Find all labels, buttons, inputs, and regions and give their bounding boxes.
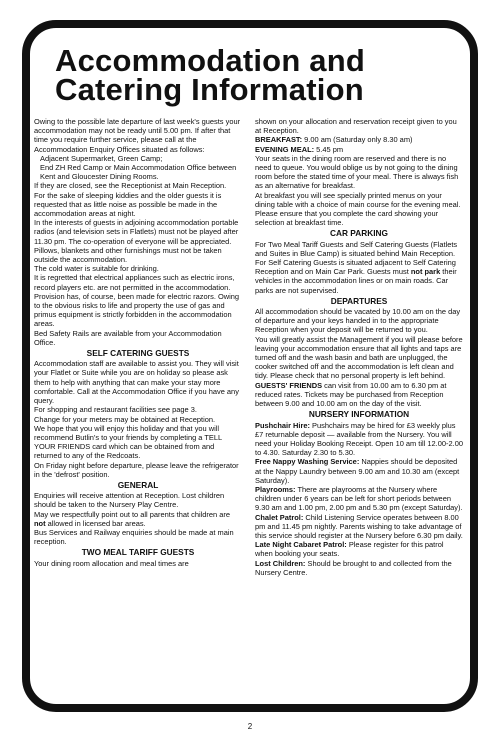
paragraph: Bus Services and Railway enquiries should be made at main reception. [34,527,234,547]
label: GUESTS' FRIENDS [255,380,323,390]
value: Should be brought to and collected from the Nursery Centre. [255,558,452,577]
page-number: 2 [247,722,253,731]
text-run: their vehicles in the accommodation lines or on main roads. Car parks are not supervised. [255,267,457,295]
paragraph: shown on your allocation and reservation receipt given to you at Reception. [255,117,457,136]
value: Nappies should be deposited at the Nappy Laundry between 9.00 am and 10.30 am (except Saturday). [255,457,460,485]
breakfast-line [255,135,463,144]
paragraph: If they are closed, see the Receptionist at Main Reception. [34,181,227,191]
value: There are playrooms at the Nursery where children under 6 years can be left for short periods between 9.30 am and 1.00 pm, 2.00 pm and 5.30 pm (except Saturday). [255,484,463,513]
paragraph: At breakfast you will see specially printed menus on your dining table with a choice of main course for the evening meal. [255,190,461,209]
paragraph: Owing to the possible late departure of last week's guests your accommodation may not be ready until 5.00 pm. If after that time you require further service, please call at the Accommodation Enquiry Offices situated as follows: [34,117,241,154]
label: Pushchair Hire: [255,420,310,430]
pushchair-line [255,421,463,458]
section-heading-nursery: NURSERY INFORMATION [308,409,410,420]
paragraph [255,240,463,295]
guests-friends-line [255,381,463,409]
paragraph: We hope that you will enjoy this holiday and that you will recommend Butlin's to your friends by completing a TELL YOUR FRIENDS card which can be obtained from and returned to any of the Redcoats. [34,423,222,461]
value: Child Listening Service operates between 8.00 pm and 11.45 pm nightly. Parents wishing to take advantage of this service should register at the Nursery before 6.30 pm daily. [255,512,463,540]
text-run: allowed in licensed bar areas. [45,518,146,528]
paragraph: End ZH Red Camp or Main Accommodation Office between Kent and Gloucester Dining Rooms. [40,163,237,182]
value: can visit from 10.00 am to 6.30 pm at reduced rates. Tickets may be purchased from Reception between 9.00 and 10.00 am on the day of the visit. [255,380,447,409]
paragraph: Please ensure that you complete the card showing your selection at breakfast time. [255,209,439,228]
evening-meal-line [255,145,463,154]
label: Free Nappy Washing Service: [255,457,360,467]
paragraph: Bed Safety Rails are available from your Accommodation Office. [34,328,222,347]
section-heading-car-parking: CAR PARKING [330,228,388,239]
paragraph: All accommodation should be vacated by 10.00 am on the day of departure and your keys handed in to the appropriate Reception when your deposit will be returned to you. [255,307,461,335]
section-heading-departures: DEPARTURES [330,295,388,306]
nappy-line [255,457,463,485]
section-heading-two-meal: TWO MEAL TARIFF GUESTS [81,547,195,558]
paragraph: On Friday night before departure, please leave the refrigerator in the 'defrost' position. [34,460,239,479]
lost-children-line [255,559,463,577]
paragraph: Pillows, blankets and other furnishings must not be taken outside the accommodation. [34,245,222,265]
paragraph: It is regretted that electrical appliances such as electric irons, record players etc. are not permitted in the accommodation. Provision has, of course, been made for electric razors. Owing to the obvious risks to life and property the use of gas and primus equipment is strictly forbidden in the accommodation areas. [34,273,240,329]
section-heading-self-catering: SELF CATERING GUESTS [86,348,190,359]
paragraph: Your dining room allocation and meal times are [34,558,189,568]
value: 5.45 pm [314,144,344,154]
paragraph: Adjacent Supermarket, Green Camp; [40,153,163,163]
paragraph: Accommodation staff are available to assist you. They will visit your Flatlet or Suite while you are on holiday so please ask them to help with anything that can make your stay more comfortable. Call at the Accommodation Office if you have any query. [34,359,239,406]
label: Chalet Patrol: [255,512,304,522]
text-run: May we respectfully point out to all parents that children are [34,509,230,519]
paragraph: You will greatly assist the Management if you will please before leaving your accommodation ensure that all lights and taps are turned off and the wash basin and bath are unplugged, the cooker switched off and the accommodation is left clean and tidy. Please check that no personal property is left behind. [255,334,463,381]
value: Pushchairs may be hired for £3 weekly plus £7 returnable deposit — available from the Nursery. You will need your Holiday Booking Receipt. Open 10 am till 12.00-2.00 to 4.30. Saturday 2.30 to 5.30. [255,420,463,458]
text-run: For Two Meal Tariff Guests and Self Catering Guests (Flatlets and Suites in Blue Camp) is situated behind Main Reception. For Self Catering Guests is situated adjacent to Self Catering Reception and on Main Car Park. Guests must [255,239,458,277]
page-title [55,43,365,107]
section-heading-general: GENERAL [117,479,159,490]
value: 9.00 am (Saturday only 8.30 am) [302,135,413,145]
value: Please register for this patrol when booking your seats. [255,540,444,559]
title-line-1: Accommodation and [55,43,365,78]
emphasis-text: not park [410,267,441,277]
paragraph: In the interests of guests in adjoining accommodation portable radios (and television sets in Flatlets) must not be played after 11.30 pm. The co-operation of everyone will be appreciated. [34,218,239,246]
title-line-2: Catering Information [55,72,364,107]
left-column [34,117,242,568]
paragraph: Your seats in the dining room are reserved and there is no need to queue. You would oblige us by not going to the dining room before the stated time of your meal. There is always fish as an alternative for breakfast. [255,153,459,191]
cabaret-patrol-line [255,540,463,558]
label: Lost Children: [255,558,306,568]
emphasis-text: not [34,518,46,528]
paragraph: Change for your meters may be obtained at Reception. [34,414,216,424]
label: BREAKFAST: [255,135,303,145]
paragraph: For shopping and restaurant facilities see page 3. [34,405,197,415]
label: Late Night Cabaret Patrol: [255,540,347,550]
paragraph: For the sake of sleeping kiddies and the older guests it is requested that as little noise as possible be made in the accommodation areas at night. [34,190,222,219]
label: Playrooms: [255,484,296,494]
playrooms-line [255,485,463,513]
right-column [255,117,463,577]
paragraph: The cold water is suitable for drinking. [34,264,159,274]
label: EVENING MEAL: [255,144,315,154]
chalet-patrol-line [255,513,463,541]
paragraph [34,510,242,528]
paragraph: Enquiries will receive attention at Reception. Lost children should be taken to the Nursery Play Centre. [34,491,225,510]
